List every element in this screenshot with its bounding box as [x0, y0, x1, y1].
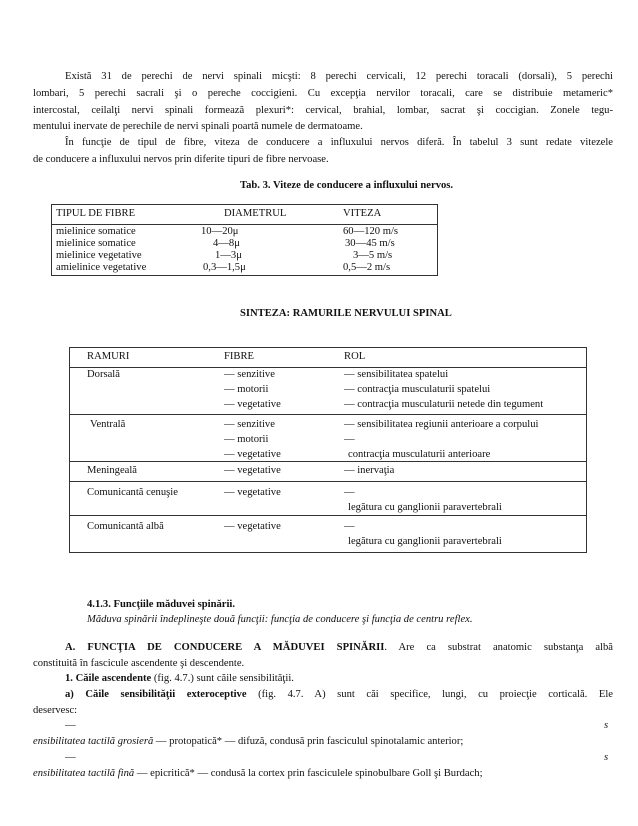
item-1-rest: — protopatică* — difuză, condusă prin fasciculul spinotalamic anterior;	[153, 736, 464, 747]
synthesis-dorsala-rol-3: — contracţia musculaturii netede din tegument	[344, 399, 544, 410]
synthesis-alba-rol-1: —	[344, 521, 355, 532]
item-2-dash: —	[65, 752, 76, 763]
table3-row-3-type: mielinice vegetative	[56, 250, 142, 261]
synthesis-header-fibre: FIBRE	[224, 351, 255, 362]
synthesis-cenusie-rol-2: legătura cu ganglionii paravertebrali	[348, 502, 502, 513]
section-413-heading: 4.1.3. Funcţiile măduvei spinării.	[87, 599, 236, 610]
item-2-rest: — epicritică* — condusă la cortex prin fasciculele spinobulbare Goll şi Burdach;	[134, 768, 483, 779]
table3-header-speed: VITEZA	[343, 208, 382, 219]
section-a-p1-bold: 1. Căile ascendente	[65, 673, 152, 684]
table3-row-4-speed: 0,5—2 m/s	[343, 262, 391, 273]
intro-line-4: mentului inervate de perechile de nervi spinali poartă numele de dermatoame.	[33, 121, 363, 132]
intro-line-5: În funcţie de tipul de fibre, viteza de conducere a influxului nervos diferă. În tabelul 3 sunt redate vitezele	[65, 137, 613, 148]
synthesis-cenusie-ram: Comunicantă cenuşie	[87, 487, 178, 498]
synthesis-cenusie-fibre: — vegetative	[224, 487, 281, 498]
synthesis-title: SINTEZA: RAMURILE NERVULUI SPINAL	[240, 308, 452, 319]
item-2-s-letter: s	[604, 752, 609, 763]
section-a-pa-bold: a) Căile sensibilităţii exteroceptive	[65, 689, 247, 700]
synthesis-ventrala-fibre-3: — vegetative	[224, 449, 281, 460]
section-a-line-2: constituită în fascicule ascendente şi descendente.	[33, 658, 245, 669]
table3-row-1-speed: 60—120 m/s	[343, 226, 399, 237]
table3-row-1-type: mielinice somatice	[56, 226, 136, 237]
synthesis-ventrala-fibre-2: — motorii	[224, 434, 269, 445]
table3-row-2-diameter: 4—8μ	[213, 238, 240, 249]
synthesis-header-ramuri: RAMURI	[87, 351, 130, 362]
intro-line-2: lombari, 5 perechi sacrali şi o pereche coccigieni. Cu excepţia nervilor toracali, care se distribuie metameric*	[33, 88, 613, 99]
table3-row-2-type: mielinice somatice	[56, 238, 136, 249]
section-a-line-1-rest: . Are ca substrat anatomic substanţa albă	[384, 642, 613, 653]
synthesis-dorsala-fibre-3: — vegetative	[224, 399, 281, 410]
table3-row-4-diameter: 0,3—1,5μ	[203, 262, 246, 273]
synthesis-alba-ram: Comunicantă albă	[87, 521, 164, 532]
synthesis-dorsala-rol-2: — contracţia musculaturii spatelui	[344, 384, 491, 395]
synthesis-header-rol: ROL	[344, 351, 366, 362]
synthesis-ventrala-fibre-1: — senzitive	[224, 419, 275, 430]
synthesis-meningeala-fibre: — vegetative	[224, 465, 281, 476]
table3-row-3-speed: 3—5 m/s	[353, 250, 393, 261]
synthesis-dorsala-fibre-2: — motorii	[224, 384, 269, 395]
item-1-dash: —	[65, 720, 76, 731]
item-1-s-letter: s	[604, 720, 609, 731]
synthesis-meningeala-rol: — inervaţia	[344, 465, 395, 476]
synthesis-ventrala-rol-1: — sensibilitatea regiunii anterioare a corpului	[344, 419, 539, 430]
item-2-italic: ensibilitatea tactilă fină	[33, 768, 135, 779]
item-2-line	[33, 768, 483, 779]
intro-line-3: intercostal, ceilalţi nervi spinali formează plexuri*: cervical, brahial, lombar, sacrat şi coccigian. Zonele tegu-	[33, 105, 613, 116]
synthesis-ventrala-rol-3: contracţia musculaturii anterioare	[348, 449, 491, 460]
synthesis-alba-fibre: — vegetative	[224, 521, 281, 532]
table3-row-1-diameter: 10—20μ	[201, 226, 239, 237]
section-a-heading: A. FUNCŢIA DE CONDUCERE A MĂDUVEI SPINĂRII	[65, 642, 385, 653]
table3-row-4-type: amielinice vegetative	[56, 262, 147, 273]
synthesis-alba-rol-2: legătura cu ganglionii paravertebrali	[348, 536, 502, 547]
synthesis-ventrala-rol-2: —	[344, 434, 355, 445]
table3-title: Tab. 3. Viteze de conducere a influxului nervos.	[240, 180, 454, 191]
synthesis-dorsala-ram: Dorsală	[87, 369, 120, 380]
table3-header-type: TIPUL DE FIBRE	[56, 208, 136, 219]
section-a-pa-rest: (fig. 4.7. A) sunt căi specifice, lungi, cu proiecţie corticală. Ele	[246, 689, 613, 700]
section-a-pa-line-2: deservesc:	[33, 705, 78, 716]
item-1-line	[33, 736, 463, 747]
synthesis-ventrala-ram: Ventrală	[90, 419, 126, 430]
section-a-line-1	[33, 642, 613, 653]
section-a-p1	[65, 673, 294, 684]
synthesis-meningeala-ram: Meningeală	[87, 465, 138, 476]
section-a-p1-rest: (fig. 4.7.) sunt căile sensibilităţii.	[151, 673, 294, 684]
section-a-pa	[33, 689, 613, 700]
table3-row-3-diameter: 1—3μ	[215, 250, 242, 261]
synthesis-dorsala-rol-1: — sensibilitatea spatelui	[344, 369, 449, 380]
intro-line-6: de conducere a influxului nervos prin diferite tipuri de fibre nervoase.	[33, 154, 329, 165]
synthesis-dorsala-fibre-1: — senzitive	[224, 369, 275, 380]
intro-line-1: Există 31 de perechi de nervi spinali micşti: 8 perechi cervicali, 12 perechi toracali (dorsali), 5 perechi	[65, 71, 613, 82]
table3-row-2-speed: 30—45 m/s	[345, 238, 395, 249]
section-413-subtitle: Măduva spinării îndeplineşte două funcţii: funcţia de conducere şi funcţia de centru reflex.	[87, 614, 473, 625]
table3-header-diameter: DIAMETRUL	[224, 208, 287, 219]
synthesis-cenusie-rol-1: —	[344, 487, 355, 498]
item-1-italic: ensibilitatea tactilă grosieră	[33, 736, 154, 747]
